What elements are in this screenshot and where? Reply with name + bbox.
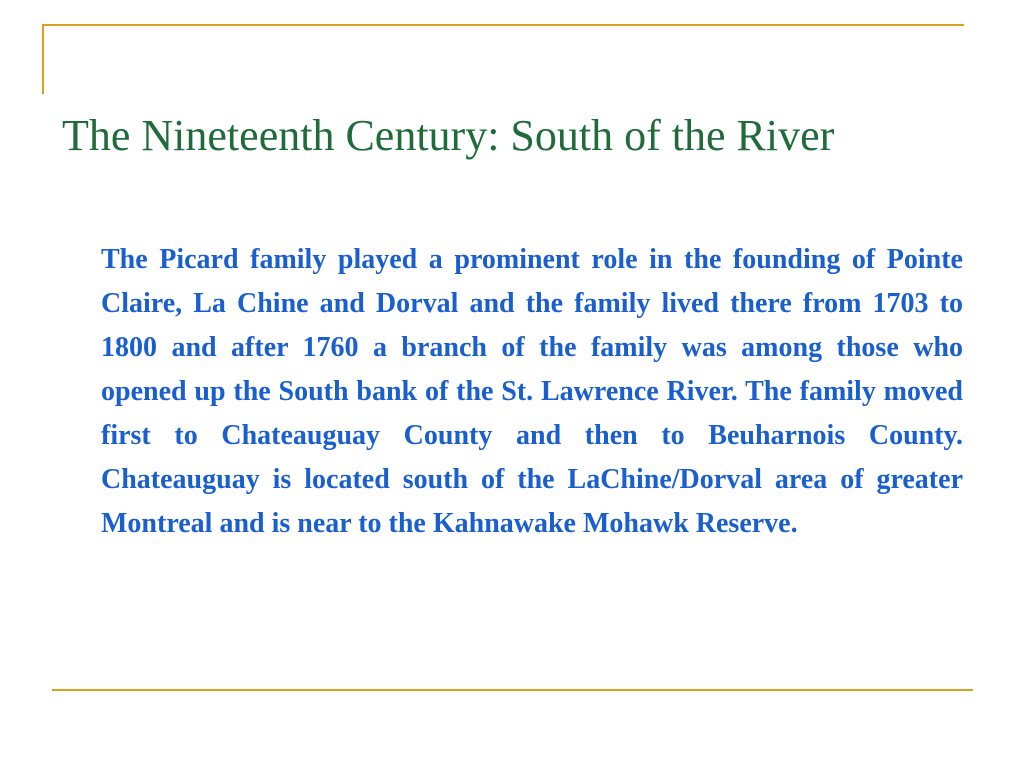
frame-bottom-rule <box>52 689 973 691</box>
slide-title: The Nineteenth Century: South of the River <box>62 111 835 160</box>
frame-top-rule <box>42 24 964 26</box>
frame-left-rule <box>42 24 44 94</box>
slide-body-text: The Picard family played a prominent role in the founding of Pointe Claire, La Chine and Dorval and the family lived there from 1703 to 1800 and after 1760 a branch of the family was among those who opened up the South bank of the St. Lawrence River. The family moved first to Chateauguay County and then to Beuharnois County. Chateauguay is located south of the LaChine/Dorval area of greater Montreal and is near to the Kahnawake Mohawk Reserve. <box>101 244 963 539</box>
